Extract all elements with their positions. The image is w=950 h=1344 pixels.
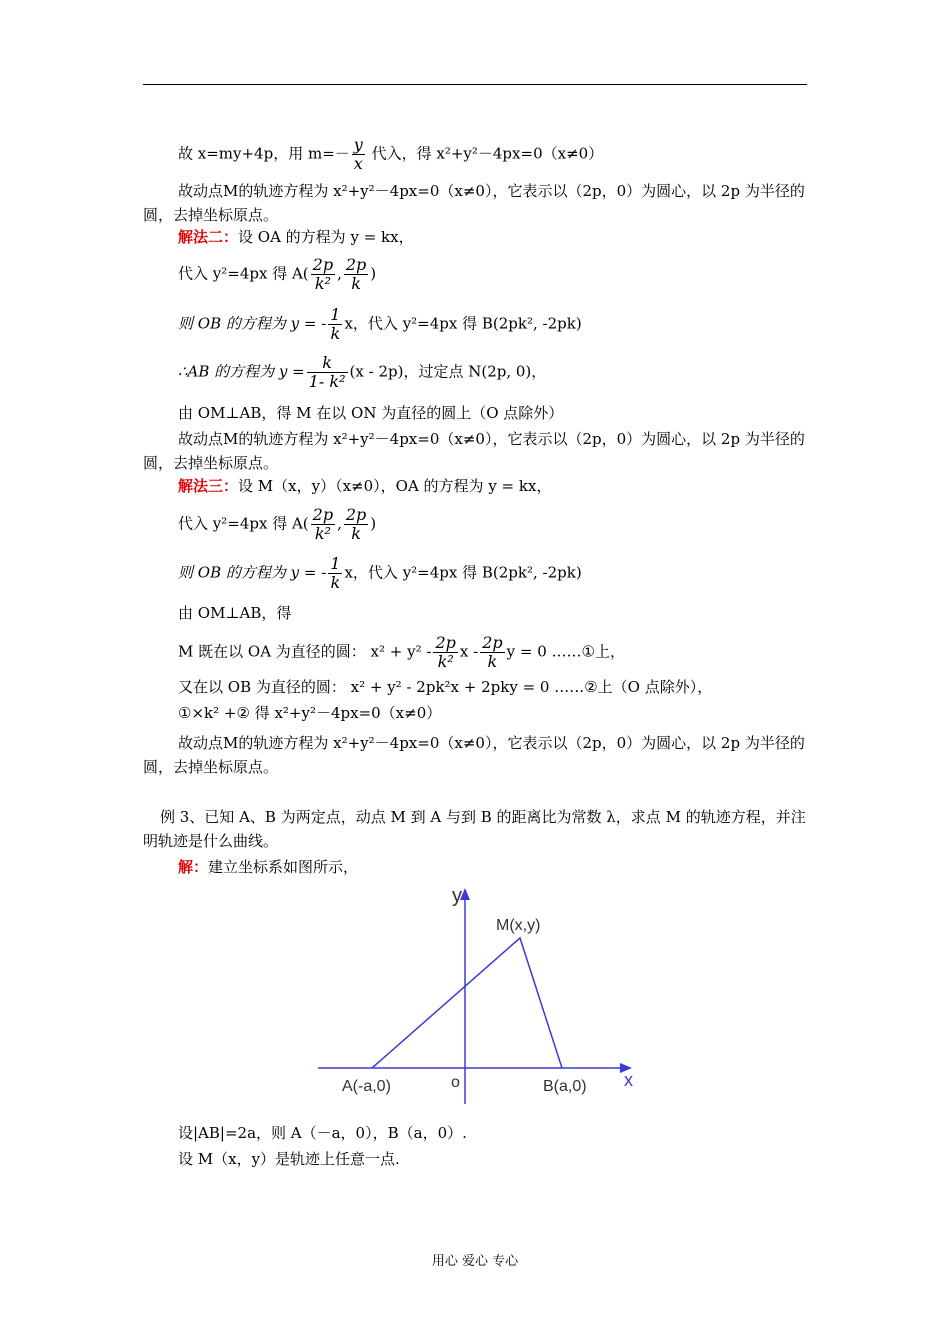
text: ) bbox=[370, 514, 377, 533]
denominator: k bbox=[328, 573, 342, 592]
fraction bbox=[352, 136, 365, 173]
solution-label: 解： bbox=[178, 858, 209, 876]
text: 则 OB 的方程为 y = - bbox=[178, 563, 327, 582]
method-2-line-4 bbox=[178, 354, 546, 391]
fraction bbox=[311, 506, 335, 543]
method-2-line-5: 由 OM⊥AB，得 M 在以 ON 为直径的圆上（O 点除外） bbox=[178, 404, 564, 422]
method-label: 解法二： bbox=[178, 228, 239, 246]
method-3-heading bbox=[178, 475, 551, 497]
denominator: k bbox=[344, 524, 368, 543]
method-3-line-6: 又在以 OB 为直径的圆： x² + y² - 2pk²x + 2pky = 0 ……②上（O 点除外）， bbox=[178, 678, 713, 696]
numerator: y bbox=[353, 135, 363, 154]
text: x，代入 y²=4px 得 B(2pk², -2pk) bbox=[344, 563, 582, 582]
denominator: k bbox=[328, 324, 342, 343]
fraction bbox=[433, 634, 457, 671]
method-2-line-7: 圆，去掉坐标原点。 bbox=[143, 454, 279, 472]
text: 则 OB 的方程为 y = - bbox=[178, 314, 327, 333]
text: M 既在以 OA 为直径的圆： x² + y² - bbox=[178, 642, 432, 661]
method-3-line-8: 故动点M的轨迹方程为 x²+y²－4px=0（x≠0），它表示以（2p，0）为圆心，以 2p 为半径的 bbox=[178, 734, 805, 752]
method-3-line-7: ①×k² +② 得 x²+y²－4px=0（x≠0） bbox=[178, 704, 442, 722]
method-2-line-3 bbox=[178, 306, 582, 343]
numerator: 2p bbox=[435, 633, 456, 652]
example-3-line-1: 例 3、已知 A、B 为两定点，动点 M 到 A 与到 B 的距离比为常数 λ，求点 M 的轨迹方程，并注 bbox=[160, 808, 806, 826]
denominator: 1- k² bbox=[308, 372, 346, 391]
method-2-heading bbox=[178, 226, 414, 248]
numerator: 1 bbox=[330, 554, 341, 573]
y-axis-label: y bbox=[452, 885, 462, 907]
method-3-line-5 bbox=[178, 634, 625, 671]
text: y = 0 ……①上， bbox=[506, 642, 625, 661]
numerator: 2p bbox=[312, 505, 334, 524]
line-1 bbox=[178, 136, 603, 173]
text: ∴AB 的方程为 y = bbox=[178, 362, 305, 381]
after-figure-line-2: 设 M（x，y）是轨迹上任意一点. bbox=[178, 1150, 400, 1168]
denominator: k² bbox=[433, 652, 457, 671]
header-rule bbox=[143, 84, 807, 85]
text: 故 x=my+4p，用 m=－ bbox=[178, 144, 350, 163]
text: 设 OA 的方程为 y = kx， bbox=[238, 228, 414, 246]
denominator: k bbox=[480, 652, 504, 671]
fraction bbox=[307, 354, 348, 391]
numerator: k bbox=[322, 353, 332, 372]
method-3-line-9: 圆，去掉坐标原点。 bbox=[143, 758, 279, 776]
numerator: 1 bbox=[330, 305, 341, 324]
line-2: 故动点M的轨迹方程为 x²+y²－4px=0（x≠0），它表示以（2p，0）为圆心，以 2p 为半径的 bbox=[178, 182, 805, 200]
denominator: k bbox=[344, 274, 368, 293]
fraction bbox=[328, 555, 342, 592]
method-label: 解法三： bbox=[178, 477, 239, 495]
fraction bbox=[344, 256, 368, 293]
text: 代入，得 x²+y²－4px=0（x≠0） bbox=[366, 144, 604, 163]
point-a-label: A(-a,0) bbox=[342, 1078, 391, 1095]
text: 代入 y²=4px 得 A( bbox=[178, 264, 309, 283]
point-b-label: B(a,0) bbox=[543, 1078, 587, 1095]
example-3-line-2: 明轨迹是什么曲线。 bbox=[143, 832, 279, 850]
numerator: 2p bbox=[345, 505, 367, 524]
x-axis-label: x bbox=[624, 1070, 633, 1090]
method-3-line-3 bbox=[178, 555, 582, 592]
text: (x - 2p)，过定点 N(2p, 0)， bbox=[349, 362, 547, 381]
denominator: k² bbox=[311, 524, 335, 543]
method-2-line-2: 代入 y²=4px 得 A( $\frac{2p}{\text{k²}}$ , $\frac{2p}{k}$ ) bbox=[178, 255, 377, 293]
line-3: 圆，去掉坐标原点。 bbox=[143, 206, 279, 224]
method-3-line-2: 代入 y²=4px 得 A( $\frac{2p}{\text{k²}}$ , $\frac{2p}{k}$ ) bbox=[178, 505, 377, 543]
fraction bbox=[328, 306, 342, 343]
text: x - bbox=[459, 642, 479, 661]
text: 设 M（x，y）（x≠0），OA 的方程为 y = kx， bbox=[238, 477, 552, 495]
fraction bbox=[311, 256, 335, 293]
page-footer: 用心 爱心 专心 bbox=[431, 1254, 519, 1269]
method-3-line-4: 由 OM⊥AB，得 bbox=[178, 604, 292, 622]
fraction bbox=[480, 634, 504, 671]
point-m-label: M(x,y) bbox=[496, 917, 541, 934]
text: 建立坐标系如图所示， bbox=[208, 858, 359, 876]
numerator: 2p bbox=[312, 255, 334, 274]
figure-group bbox=[318, 885, 633, 1104]
numerator: 2p bbox=[482, 633, 503, 652]
text: x，代入 y²=4px 得 B(2pk², -2pk) bbox=[344, 314, 582, 333]
text: 代入 y²=4px 得 A( bbox=[178, 514, 309, 533]
origin-label: o bbox=[451, 1074, 460, 1091]
denominator: k² bbox=[311, 274, 335, 293]
text: ) bbox=[370, 264, 377, 283]
numerator: 2p bbox=[345, 255, 367, 274]
coordinate-figure bbox=[0, 870, 950, 1110]
after-figure-line-1: 设|AB|=2a，则 A（－a，0），B（a，0）. bbox=[178, 1124, 467, 1142]
triangle-amb bbox=[372, 938, 562, 1068]
fraction bbox=[344, 506, 368, 543]
method-2-line-6: 故动点M的轨迹方程为 x²+y²－4px=0（x≠0），它表示以（2p，0）为圆心，以 2p 为半径的 bbox=[178, 430, 805, 448]
denominator: x bbox=[352, 154, 365, 173]
